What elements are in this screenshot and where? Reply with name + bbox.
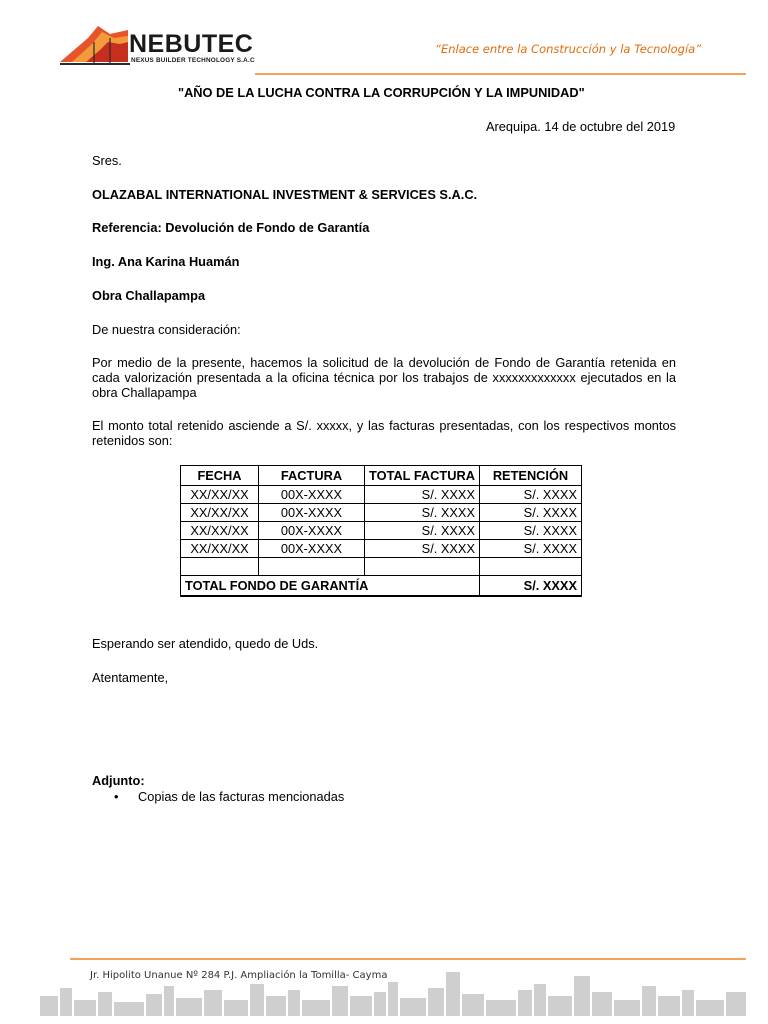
table-total-row — [181, 576, 582, 597]
paragraph-amount: El monto total retenido asciende a S/. xxxxx, y las facturas presentadas, con los respectivos montos retenidos son: — [92, 418, 676, 448]
cell-fecha: XX/XX/XX — [181, 540, 259, 558]
header-fecha: FECHA — [181, 466, 259, 486]
cell-total: S/. XXXX — [365, 540, 480, 558]
salutation: Sres. — [92, 153, 122, 168]
cell-fecha: XX/XX/XX — [181, 486, 259, 504]
cell-retencion: S/. XXXX — [480, 522, 582, 540]
city-skyline-icon — [40, 966, 750, 1016]
cell-factura: 00X-XXXX — [259, 504, 365, 522]
cell-fecha: XX/XX/XX — [181, 522, 259, 540]
cell-retencion: S/. XXXX — [480, 486, 582, 504]
bullet-icon: • — [114, 789, 119, 804]
reference-line: Referencia: Devolución de Fondo de Garantía — [92, 220, 370, 235]
table-row — [181, 540, 582, 558]
header-retencion: RETENCIÓN — [480, 466, 582, 486]
attachment-item: Copias de las facturas mencionadas — [138, 789, 345, 804]
cell-factura: 00X-XXXX — [259, 486, 365, 504]
recipient-company: OLAZABAL INTERNATIONAL INVESTMENT & SERVICES S.A.C. — [92, 187, 478, 202]
cell-total: S/. XXXX — [365, 504, 480, 522]
header-total-factura: TOTAL FACTURA — [365, 466, 480, 486]
skyline-decoration — [40, 966, 750, 1016]
greeting: De nuestra consideración: — [92, 322, 241, 337]
cell-fecha — [181, 558, 259, 576]
slogan: “Enlace entre la Construcción y la Tecnología” — [435, 42, 702, 56]
cell-total: S/. XXXX — [365, 522, 480, 540]
cell-factura: 00X-XXXX — [259, 522, 365, 540]
table-row — [181, 522, 582, 540]
invoice-table — [180, 465, 582, 597]
cell-retencion — [480, 558, 582, 576]
table-row — [181, 486, 582, 504]
closing-line: Esperando ser atendido, quedo de Uds. — [92, 636, 319, 651]
cell-factura: 00X-XXXX — [259, 540, 365, 558]
year-motto: "AÑO DE LA LUCHA CONTRA LA CORRUPCIÓN Y LA IMPUNIDAD" — [178, 85, 585, 100]
total-label: TOTAL FONDO DE GARANTÍA — [181, 576, 480, 597]
total-value: S/. XXXX — [480, 576, 582, 597]
table-header-row — [181, 466, 582, 486]
cell-total: S/. XXXX — [365, 486, 480, 504]
footer-divider — [70, 958, 746, 960]
place-date: Arequipa. 14 de octubre del 2019 — [486, 119, 676, 134]
attachments-title: Adjunto: — [92, 773, 145, 788]
header-factura: FACTURA — [259, 466, 365, 486]
cell-retencion: S/. XXXX — [480, 504, 582, 522]
cell-factura — [259, 558, 365, 576]
cell-total — [365, 558, 480, 576]
sign-off: Atentamente, — [92, 670, 169, 685]
header-divider — [255, 73, 746, 75]
cell-fecha: XX/XX/XX — [181, 504, 259, 522]
attention-line: Ing. Ana Karina Huamán — [92, 254, 240, 269]
brand-subtitle: NEXUS BUILDER TECHNOLOGY S.A.C — [131, 57, 255, 64]
table-row-empty — [181, 558, 582, 576]
brand-name: NEBUTEC — [129, 30, 254, 58]
project-line: Obra Challapampa — [92, 288, 206, 303]
footer-address: Jr. Hipolito Unanue Nº 284 P.J. Ampliación la Tomilla- Cayma — [90, 970, 388, 981]
cell-retencion: S/. XXXX — [480, 540, 582, 558]
table-row — [181, 504, 582, 522]
paragraph-request: Por medio de la presente, hacemos la solicitud de la devolución de Fondo de Garantía retenida en cada valorización presentada a la oficina técnica por los trabajos de xxxxxxxxxxxxx ejecutados en la obra Challapampa — [92, 355, 676, 400]
